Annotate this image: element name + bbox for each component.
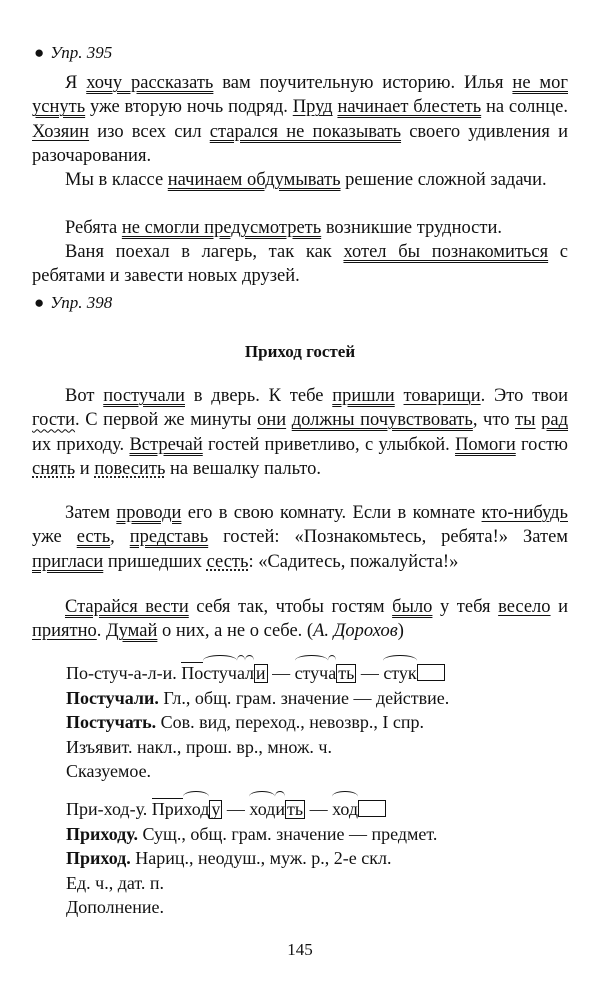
ending-mark: ть xyxy=(338,663,355,683)
ex398-paragraph-1: Вот постучали в дверь. К тебе пришли товарищи. Это твои гости. С первой же минуты они должны почувствовать, что ты рад их приходу. Встречай гостей приветливо, с улыбкой. Помоги гостю снять и повесить на вешалку пальто. xyxy=(32,386,569,479)
bullet-icon: ● xyxy=(34,293,45,312)
ending-mark: у xyxy=(211,799,221,819)
ex398-paragraph-3: Старайся вести себя так, чтобы гостям было у тебя весело и приятно. Думай о них, а не о себе. (А. Дорохов) xyxy=(32,597,568,642)
exercise-395-heading: ● Упр. 395 xyxy=(34,43,113,62)
word-analysis-postuchali: По-стуч-а-л-и. Постучал и — стуча ть — стук Постучали. Гл., общ. грам. значение — действие. Постучать. Сов. вид, переход., невозвр., I спр. Изъявит. накл., прош. вр., множ. ч. Сказуемое. xyxy=(66,663,450,781)
page-number: 145 xyxy=(287,940,313,959)
ex395-paragraph-2: Мы в классе начинаем обдумывать решение сложной задачи. xyxy=(65,170,547,190)
zero-ending-mark xyxy=(417,664,445,681)
prefix-mark: При xyxy=(151,799,184,819)
exercise-398-heading: ● Упр. 398 xyxy=(34,293,113,312)
root-mark: стук xyxy=(383,661,416,686)
ex395-paragraph-4: Ваня поехал в лагерь, так как хотел бы познакомиться с ребятами и завести новых друзей. xyxy=(32,242,568,287)
root-mark: ход xyxy=(332,797,358,822)
suffix-mark: и xyxy=(275,797,285,822)
word-analysis-prikhodu: При-ход-у. Приход у — ходи ть — ход Приходу. Сущ., общ. грам. значение — предмет. Приход. Нариц., неодуш., муж. р., 2-е скл. Ед. ч., дат. п. Дополнение. xyxy=(66,799,438,917)
ending-mark: и xyxy=(255,663,266,683)
text-title: Приход гостей xyxy=(244,342,356,361)
ex395-paragraph-3: Ребята не смогли предусмотреть возникшие трудности. xyxy=(65,218,502,238)
root-mark: стуч xyxy=(295,661,329,686)
bullet-icon: ● xyxy=(34,43,45,62)
zero-ending-mark xyxy=(358,800,386,817)
ex395-paragraph-1: Я хочу рассказать вам поучительную историю. Илья не мог уснуть уже вторую ночь подряд. Пруд начинает блестеть на солнце. Хозяин изо всех сил старался не показывать своего удивления и разочарования. xyxy=(32,73,569,166)
ex398-paragraph-2: Затем проводи его в свою комнату. Если в комнате кто-нибудь уже есть, представь гостей: «Познакомьтесь, ребята!» Затем пригласи пришедших сесть: «Садитесь, пожалуйста!» xyxy=(32,503,568,572)
root-mark: ход xyxy=(183,797,209,822)
root-mark: ход xyxy=(249,797,275,822)
prefix-mark: По xyxy=(181,663,204,683)
morpheme-line: По-стуч-а-л-и. Постучал и — стуча ть — стук xyxy=(66,661,449,686)
suffix-mark: л xyxy=(245,661,254,686)
ending-mark: ть xyxy=(287,799,304,819)
morpheme-line: При-ход-у. Приход у — ходи ть — ход xyxy=(66,797,437,822)
suffix-mark: а xyxy=(237,661,245,686)
root-mark: стуч xyxy=(203,661,237,686)
suffix-mark: а xyxy=(328,661,336,686)
